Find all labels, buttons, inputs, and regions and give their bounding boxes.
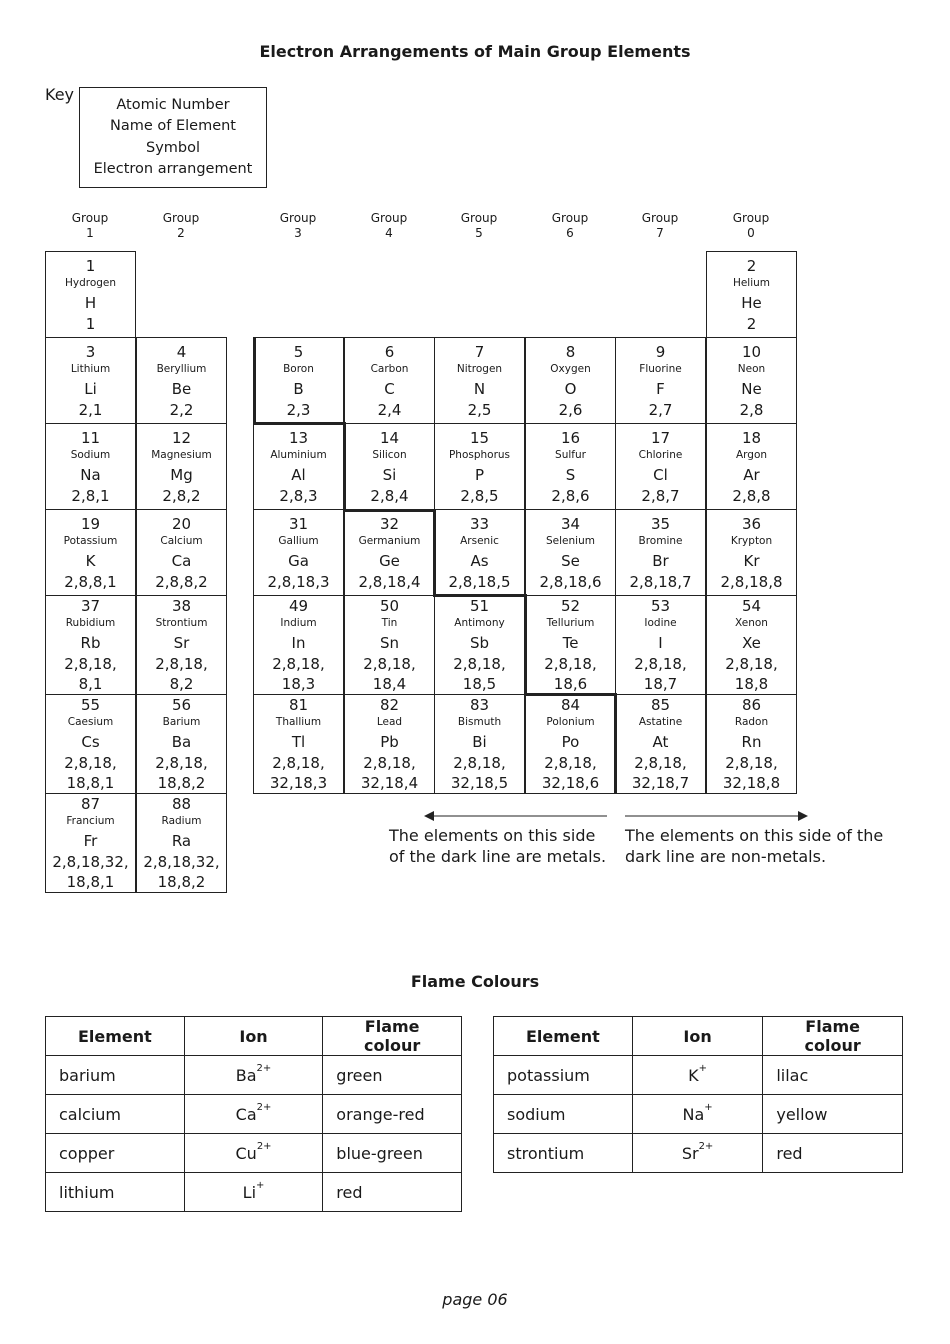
key-line-symbol: Symbol <box>145 139 200 156</box>
header-element: Element <box>494 1017 633 1056</box>
element-name-cell: calcium <box>46 1095 185 1134</box>
element-symbol: B <box>293 379 304 398</box>
flame-colour-cell: lilac <box>763 1056 903 1095</box>
element-name: Tellurium <box>546 617 595 629</box>
ion-charge: 2+ <box>256 1140 272 1152</box>
ion-symbol: Li <box>242 1182 257 1202</box>
element-name: Helium <box>732 276 771 289</box>
group-header-1: Group 1 <box>71 211 109 240</box>
element-name: Bromine <box>638 534 683 547</box>
element-symbol: Tl <box>291 733 306 751</box>
atomic-number: 14 <box>379 428 400 447</box>
electron-arrangement: 2,8,18, 18,4 <box>363 655 416 693</box>
group-header-6: Group 6 <box>551 211 589 240</box>
electron-arrangement: 2,8,18, 18,7 <box>634 655 687 693</box>
element-symbol: Se <box>561 551 580 570</box>
atomic-number: 13 <box>288 428 309 447</box>
element-name: Boron <box>283 362 314 375</box>
element-name: Neon <box>737 362 766 375</box>
element-name: Indium <box>280 617 317 629</box>
metals-note: The elements on this side of the dark line are metals. <box>389 826 607 866</box>
group-header-4: Group 4 <box>370 211 408 240</box>
atomic-number: 34 <box>560 514 581 533</box>
atomic-number: 15 <box>469 428 490 447</box>
element-symbol: Sb <box>469 634 490 652</box>
element-symbol: Li <box>84 379 97 398</box>
element-symbol: C <box>384 379 395 398</box>
element-name-cell: strontium <box>494 1134 633 1173</box>
atomic-number: 56 <box>171 696 192 714</box>
atomic-number: 86 <box>741 696 762 714</box>
atomic-number: 20 <box>171 514 192 533</box>
electron-arrangement: 2,8,18,4 <box>358 572 421 591</box>
ion-symbol: Cu <box>235 1143 257 1163</box>
element-name: Fluorine <box>639 362 682 375</box>
nonmetals-note: The elements on this side of the dark line are non-metals. <box>625 826 884 866</box>
table-row <box>46 1056 462 1095</box>
atomic-number: 19 <box>80 514 101 533</box>
key-line-atomic-number: Atomic Number <box>116 96 230 113</box>
atomic-number: 8 <box>565 342 576 361</box>
electron-arrangement: 2,8,18, 18,5 <box>453 655 506 693</box>
element-symbol: Te <box>562 634 579 652</box>
atomic-number: 36 <box>741 514 762 533</box>
element-name: Germanium <box>358 534 421 547</box>
element-name: Barium <box>162 716 201 728</box>
atomic-number: 32 <box>379 514 400 533</box>
group-header-7: Group 7 <box>641 211 679 240</box>
electron-arrangement: 1 <box>85 314 96 333</box>
element-symbol: Kr <box>743 551 760 570</box>
electron-arrangement: 2,8,7 <box>641 486 680 505</box>
electron-arrangement: 2,7 <box>648 400 673 419</box>
right-arrow-head-icon <box>798 811 808 821</box>
element-name-cell: copper <box>46 1134 185 1173</box>
electron-arrangement: 2,3 <box>286 400 311 419</box>
header-flame-colour: Flame colour <box>323 1017 462 1056</box>
table-row <box>494 1095 903 1134</box>
header-ion: Ion <box>184 1017 323 1056</box>
element-name: Aluminium <box>270 448 327 461</box>
element-name: Antimony <box>454 617 505 629</box>
element-name: Rubidium <box>65 617 116 629</box>
atomic-number: 3 <box>85 342 96 361</box>
ion-cell <box>184 1056 323 1095</box>
electron-arrangement: 2,8,18, 18,3 <box>272 655 325 693</box>
atomic-number: 49 <box>288 597 309 615</box>
electron-arrangement: 2,8,18, 18,8,2 <box>155 754 208 792</box>
element-symbol: Ne <box>741 379 762 398</box>
element-name: Calcium <box>160 534 203 547</box>
electron-arrangement: 2,8,18, 32,18,8 <box>722 754 781 792</box>
flame-table-right <box>493 1016 903 1173</box>
element-name-cell: sodium <box>494 1095 633 1134</box>
electron-arrangement: 2,8,18, 8,2 <box>155 655 208 693</box>
electron-arrangement: 2,8,4 <box>370 486 409 505</box>
flame-colour-cell: yellow <box>763 1095 903 1134</box>
element-name: Radium <box>161 815 202 827</box>
electron-arrangement: 2,8,18, 18,8 <box>725 655 778 693</box>
element-symbol: S <box>565 465 576 484</box>
atomic-number: 10 <box>741 342 762 361</box>
element-symbol: Ga <box>288 551 309 570</box>
ion-symbol: Na <box>682 1104 705 1124</box>
table-row <box>494 1056 903 1095</box>
atomic-number: 83 <box>469 696 490 714</box>
element-name: Polonium <box>546 716 595 728</box>
element-symbol: As <box>470 551 489 570</box>
atomic-number: 5 <box>293 342 304 361</box>
element-symbol: O <box>564 379 577 398</box>
atomic-number: 7 <box>474 342 485 361</box>
element-name: Phosphorus <box>448 448 511 461</box>
element-symbol: Sn <box>379 634 400 652</box>
flame-colour-cell: red <box>323 1173 462 1212</box>
header-element: Element <box>46 1017 185 1056</box>
element-name: Potassium <box>63 534 118 547</box>
element-name: Radon <box>734 716 769 728</box>
atomic-number: 9 <box>655 342 666 361</box>
element-name: Carbon <box>370 362 409 375</box>
flame-colours-title: Flame Colours <box>410 972 540 991</box>
ion-charge: 2+ <box>698 1140 714 1152</box>
atomic-number: 31 <box>288 514 309 533</box>
atomic-number: 81 <box>288 696 309 714</box>
key-line-name: Name of Element <box>109 118 236 134</box>
element-name: Tin <box>381 617 398 629</box>
electron-arrangement: 2,8,8,1 <box>64 572 117 591</box>
element-name: Krypton <box>730 534 773 547</box>
atomic-number: 4 <box>176 342 187 361</box>
element-symbol: Br <box>652 551 669 570</box>
element-symbol: Ra <box>171 832 192 850</box>
element-symbol: Si <box>382 465 397 484</box>
element-name: Oxygen <box>550 362 591 375</box>
element-symbol: H <box>84 293 97 312</box>
electron-arrangement: 2,8 <box>739 400 764 419</box>
key-label: Key <box>45 85 75 104</box>
group-header-3: Group 3 <box>279 211 317 240</box>
element-name: Chlorine <box>638 448 683 461</box>
element-name: Beryllium <box>156 362 207 375</box>
electron-arrangement: 2,8,5 <box>460 486 499 505</box>
element-symbol: Rn <box>741 733 762 751</box>
table-header-row <box>494 1017 903 1056</box>
electron-arrangement: 2,8,18,6 <box>539 572 602 591</box>
atomic-number: 88 <box>171 795 192 813</box>
electron-arrangement: 2,8,18, 18,6 <box>544 655 597 693</box>
element-name: Argon <box>735 448 768 461</box>
electron-arrangement: 2,6 <box>558 400 583 419</box>
element-name-cell: potassium <box>494 1056 633 1095</box>
element-symbol: Al <box>291 465 306 484</box>
atomic-number: 16 <box>560 428 581 447</box>
atomic-number: 51 <box>469 597 490 615</box>
atomic-number: 2 <box>746 256 757 275</box>
element-symbol: Xe <box>742 634 761 652</box>
group-header-0: Group 0 <box>732 211 770 240</box>
atomic-number: 54 <box>741 597 762 615</box>
ion-cell <box>632 1134 763 1173</box>
table-header-row <box>46 1017 462 1056</box>
page-number: page 06 <box>442 1290 508 1309</box>
ion-charge: 2+ <box>256 1101 272 1113</box>
electron-arrangement: 2,8,18,32, 18,8,1 <box>52 853 129 891</box>
electron-arrangement: 2,8,18, 8,1 <box>64 655 117 693</box>
element-symbol: Be <box>171 379 192 398</box>
electron-arrangement: 2,8,18, 32,18,3 <box>269 754 328 792</box>
element-name: Lead <box>376 716 403 728</box>
electron-arrangement: 2,8,18,8 <box>720 572 783 591</box>
element-symbol: Po <box>561 733 580 751</box>
group-header-2: Group 2 <box>162 211 200 240</box>
electron-arrangement: 2,5 <box>467 400 492 419</box>
element-name: Iodine <box>644 617 677 629</box>
element-symbol: N <box>473 379 486 398</box>
ion-cell <box>184 1173 323 1212</box>
atomic-number: 82 <box>379 696 400 714</box>
element-symbol: F <box>656 379 665 398</box>
element-symbol: Bi <box>472 733 487 751</box>
table-row <box>494 1134 903 1173</box>
electron-arrangement: 2,8,18, 32,18,5 <box>450 754 509 792</box>
element-symbol: Ba <box>171 733 192 751</box>
ion-charge: + <box>704 1101 713 1113</box>
element-symbol: Pb <box>380 733 399 751</box>
electron-arrangement: 2,8,18,3 <box>267 572 330 591</box>
atomic-number: 18 <box>741 428 762 447</box>
element-name-cell: lithium <box>46 1173 185 1212</box>
electron-arrangement: 2 <box>746 314 757 333</box>
atomic-number: 33 <box>469 514 490 533</box>
element-name: Bismuth <box>457 716 502 728</box>
electron-arrangement: 2,8,2 <box>162 486 201 505</box>
atomic-number: 37 <box>80 597 101 615</box>
flame-colour-cell: green <box>323 1056 462 1095</box>
element-symbol: I <box>658 634 663 652</box>
element-symbol: Ge <box>379 551 400 570</box>
ion-symbol: Sr <box>681 1143 699 1163</box>
element-symbol: Cl <box>653 465 668 484</box>
ion-charge: + <box>698 1062 708 1074</box>
element-name: Caesium <box>67 716 114 728</box>
ion-cell <box>632 1056 763 1095</box>
table-row <box>46 1173 462 1212</box>
element-name: Astatine <box>638 716 683 728</box>
element-symbol: Mg <box>170 465 193 484</box>
atomic-number: 53 <box>650 597 671 615</box>
electron-arrangement: 2,8,6 <box>551 486 590 505</box>
element-symbol: Ar <box>743 465 760 484</box>
ion-charge: + <box>256 1179 265 1191</box>
group-header-5: Group 5 <box>460 211 498 240</box>
flame-table-left <box>45 1016 462 1212</box>
electron-arrangement: 2,1 <box>78 400 103 419</box>
atomic-number: 38 <box>171 597 192 615</box>
element-name: Hydrogen <box>64 276 117 289</box>
element-name: Thallium <box>275 716 322 728</box>
atomic-number: 11 <box>80 428 101 447</box>
element-symbol: P <box>474 465 485 484</box>
element-name-cell: barium <box>46 1056 185 1095</box>
ion-symbol: Ca <box>235 1104 257 1124</box>
element-name: Strontium <box>155 617 208 629</box>
element-name: Xenon <box>735 617 768 629</box>
element-symbol: In <box>291 634 306 652</box>
electron-arrangement: 2,8,3 <box>279 486 318 505</box>
atomic-number: 35 <box>650 514 671 533</box>
element-name: Gallium <box>278 534 319 547</box>
atomic-number: 1 <box>85 256 96 275</box>
element-name: Selenium <box>546 534 595 547</box>
header-flame-colour: Flame colour <box>763 1017 903 1056</box>
element-name: Magnesium <box>151 448 212 461</box>
electron-arrangement: 2,8,18,7 <box>629 572 692 591</box>
page-title: Electron Arrangements of Main Group Elements <box>259 42 691 61</box>
element-symbol: Cs <box>81 733 100 751</box>
electron-arrangement: 2,8,8 <box>732 486 771 505</box>
element-symbol: Na <box>80 465 101 484</box>
ion-charge: 2+ <box>256 1062 272 1074</box>
element-name: Arsenic <box>460 534 499 547</box>
table-row <box>46 1134 462 1173</box>
element-name: Silicon <box>372 448 407 461</box>
element-symbol: Rb <box>80 634 101 652</box>
atomic-number: 52 <box>560 597 581 615</box>
key-line-arrangement: Electron arrangement <box>93 161 253 177</box>
electron-arrangement: 2,8,18, 32,18,4 <box>360 754 419 792</box>
atomic-number: 84 <box>560 696 581 714</box>
electron-arrangement: 2,8,8,2 <box>155 572 208 591</box>
flame-colour-cell: blue-green <box>323 1134 462 1173</box>
element-name: Nitrogen <box>456 362 503 375</box>
ion-cell <box>184 1134 323 1173</box>
element-symbol: Ca <box>171 551 192 570</box>
element-name: Sulfur <box>555 448 586 461</box>
atomic-number: 50 <box>379 597 400 615</box>
ion-cell <box>184 1095 323 1134</box>
electron-arrangement: 2,8,18, 32,18,7 <box>631 754 690 792</box>
atomic-number: 87 <box>80 795 101 813</box>
element-symbol: Sr <box>173 634 190 652</box>
table-row <box>46 1095 462 1134</box>
left-arrow-head-icon <box>424 811 434 821</box>
element-name: Lithium <box>70 362 111 375</box>
electron-arrangement: 2,8,18, 18,8,1 <box>64 754 117 792</box>
atomic-number: 6 <box>384 342 395 361</box>
flame-colour-cell: red <box>763 1134 903 1173</box>
atomic-number: 55 <box>80 696 101 714</box>
element-symbol: K <box>85 551 96 570</box>
electron-arrangement: 2,8,18, 32,18,6 <box>541 754 600 792</box>
electron-arrangement: 2,4 <box>377 400 402 419</box>
flame-colour-cell: orange-red <box>323 1095 462 1134</box>
electron-arrangement: 2,2 <box>169 400 194 419</box>
element-symbol: At <box>652 733 669 751</box>
atomic-number: 17 <box>650 428 671 447</box>
element-symbol: Fr <box>83 832 98 850</box>
electron-arrangement: 2,8,18,5 <box>448 572 511 591</box>
electron-arrangement: 2,8,18,32, 18,8,2 <box>143 853 220 891</box>
ion-cell <box>632 1095 763 1134</box>
atomic-number: 85 <box>650 696 671 714</box>
header-ion: Ion <box>632 1017 763 1056</box>
element-symbol: He <box>741 293 762 312</box>
element-name: Sodium <box>70 448 111 461</box>
ion-symbol: Ba <box>235 1065 257 1085</box>
element-name: Francium <box>66 815 115 827</box>
electron-arrangement: 2,8,1 <box>71 486 110 505</box>
ion-symbol: K <box>688 1065 699 1085</box>
atomic-number: 12 <box>171 428 192 447</box>
